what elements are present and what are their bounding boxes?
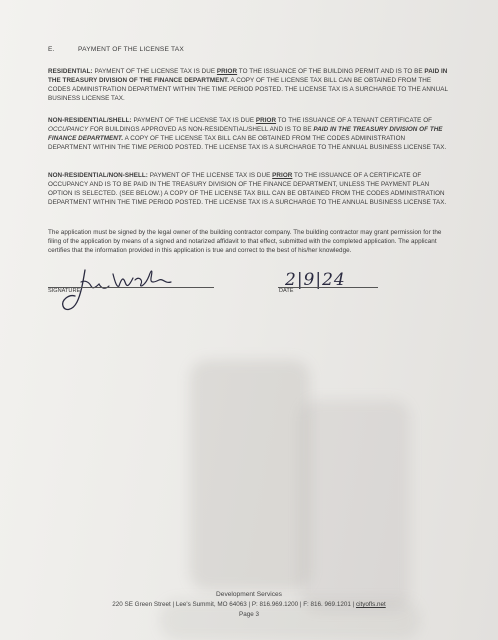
prior-emphasis: PRIOR — [216, 68, 238, 75]
section-title: PAYMENT OF THE LICENSE TAX — [78, 46, 184, 53]
signature-label: SIGNATURE — [48, 288, 81, 294]
footer-website-link[interactable]: cityofls.net — [355, 601, 386, 608]
nonres-shell-text: TO THE ISSUANCE OF A TENANT CERTIFICATE OF — [276, 117, 433, 124]
footer-page-number: Page 3 — [239, 611, 259, 618]
residential-paragraph — [48, 67, 448, 103]
date-label: DATE — [279, 288, 294, 294]
occupancy-italic: OCCUPANCY — [48, 126, 89, 134]
residential-text: PAYMENT OF THE LICENSE TAX IS DUE — [92, 68, 217, 75]
section-heading — [48, 46, 184, 53]
nonres-nonshell-text: PAYMENT OF THE LICENSE TAX IS DUE — [147, 172, 273, 179]
section-letter: E. — [48, 46, 55, 53]
certification-paragraph: The application must be signed by the legal owner of the building contractor company. The building contractor may grant permission for the filing of the application by means of a signed and notarized affidavit to that effect, submitted with the completed application. The applicant certifies that the information provided in this application is true and correct to the best of his/her knowledge. — [48, 229, 442, 255]
nonres-nonshell-label: NON-RESIDENTIAL/NON-SHELL: — [48, 172, 148, 179]
handwritten-date: 2|9|24 — [285, 270, 346, 290]
prior-emphasis: PRIOR — [255, 117, 277, 124]
treasury-emphasis: PAID IN THE TREASURY DIVISION OF THE FINANCE DEPARTMENT. — [48, 126, 443, 143]
prior-emphasis: PRIOR — [272, 172, 293, 179]
nonresidential-shell-paragraph — [48, 116, 448, 152]
residential-label: RESIDENTIAL: — [48, 68, 93, 75]
footer-address-text: 220 SE Green Street | Lee's Summit, MO 64063 | P: 816.969.1200 | F: 816. 969.1201 | — [112, 601, 356, 608]
paper-shadow — [300, 400, 410, 610]
footer-address — [0, 601, 498, 608]
nonres-shell-text: FOR BUILDINGS APPROVED AS NON-RESIDENTIAL/SHELL AND IS TO BE — [88, 126, 314, 134]
nonres-shell-text: PAYMENT OF THE LICENSE TAX IS DUE — [131, 117, 256, 124]
residential-text: TO THE ISSUANCE OF THE BUILDING PERMIT AND IS TO BE — [237, 68, 425, 75]
residential-text: A COPY OF THE LICENSE TAX BILL CAN BE OBTAINED FROM THE CODES ADMINISTRATION DEPARTMENT WITHIN THE TIME PERIOD POSTED. THE LICENSE TAX IS A SURCHARGE TO THE ANNUAL BUSINESS LICENSE TAX. — [48, 77, 448, 103]
nonres-shell-text: A COPY OF THE LICENSE TAX BILL CAN BE OBTAINED FROM THE CODES ADMINISTRATION DEPARTMENT WITHIN THE TIME PERIOD POSTED. THE LICENSE TAX IS A SURCHARGE TO THE ANNUAL BUSINESS LICENSE TAX. — [48, 135, 447, 152]
treasury-emphasis: PAID IN THE TREASURY DIVISION OF THE FINANCE DEPARTMENT. — [48, 68, 448, 85]
nonresidential-nonshell-paragraph — [48, 171, 448, 207]
footer-department: Development Services — [216, 591, 282, 598]
nonres-shell-label: NON-RESIDENTIAL/SHELL: — [48, 117, 132, 124]
nonres-nonshell-text: TO THE ISSUANCE OF A CERTIFICATE OF OCCUPANCY AND IS TO BE PAID IN THE TREASURY DIVISION OF THE FINANCE DEPARTMENT, UNLESS THE PAYMENT PLAN OPTION IS SELECTED. (SEE BELOW.) A COPY OF THE LICENSE TAX BILL CAN BE OBTAINED FROM THE CODES ADMINISTRATION DEPARTMENT WITHIN THE TIME PERIOD POSTED. THE LICENSE TAX IS A SURCHARGE TO THE ANNUAL BUSINESS LICENSE TAX. — [48, 172, 447, 207]
paper-shadow — [190, 360, 310, 590]
